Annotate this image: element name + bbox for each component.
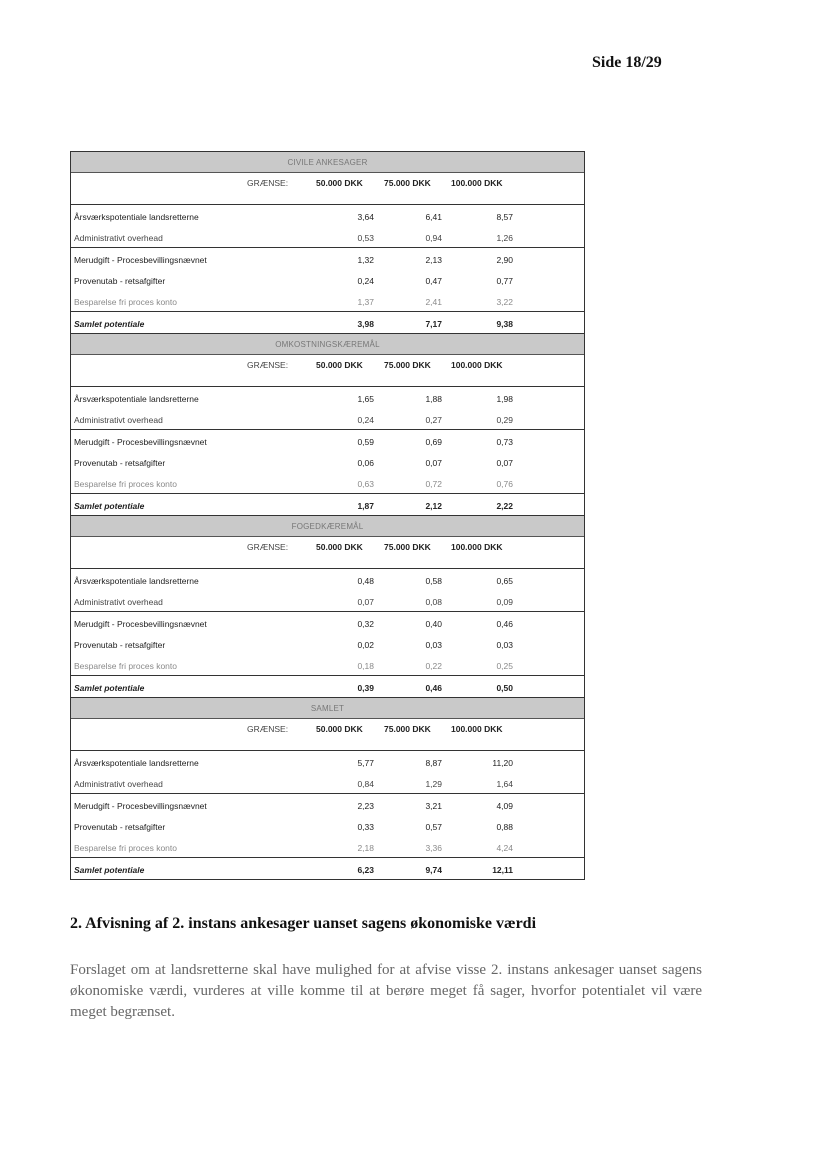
row-label: Besparelse fri proces konto: [74, 661, 177, 671]
cell-value: 6,41: [425, 212, 442, 222]
row-label: Provenutab - retsafgifter: [74, 640, 166, 650]
grense-header-row: [71, 355, 584, 387]
cell-value: 12,11: [492, 865, 513, 875]
row-label: Årsværkspotentiale landsretterne: [74, 394, 199, 404]
table-row: [71, 290, 584, 311]
cell-value: 0,08: [425, 597, 442, 607]
cell-value: 1,98: [496, 394, 513, 404]
table-row: [71, 793, 584, 815]
table-row: [71, 815, 584, 836]
cell-value: 0,40: [425, 619, 442, 629]
cell-value: 2,13: [425, 255, 442, 265]
row-label: Samlet potentiale: [74, 319, 145, 329]
cell-value: 5,77: [357, 758, 374, 768]
cell-value: 1,65: [357, 394, 374, 404]
cell-value: 0,58: [425, 576, 442, 586]
row-label: Samlet potentiale: [74, 683, 145, 693]
column-header: 100.000 DKK: [451, 178, 503, 188]
cell-value: 0,46: [425, 683, 442, 693]
total-row: [71, 857, 584, 879]
grense-header-row: [71, 719, 584, 751]
row-label: Provenutab - retsafgifter: [74, 822, 166, 832]
cell-value: 0,32: [357, 619, 374, 629]
row-label: Administrativt overhead: [74, 415, 163, 425]
row-label: Samlet potentiale: [74, 501, 145, 511]
section-title: OMKOSTNINGSKÆREMÅL: [71, 334, 584, 355]
cell-value: 4,24: [496, 843, 513, 853]
row-label: Besparelse fri proces konto: [74, 297, 177, 307]
cell-value: 8,87: [425, 758, 442, 768]
total-row: [71, 493, 584, 515]
table-row: [71, 205, 584, 226]
cell-value: 0,47: [425, 276, 442, 286]
row-label: Administrativt overhead: [74, 233, 163, 243]
cell-value: 1,37: [357, 297, 374, 307]
table-row: [71, 472, 584, 493]
cell-value: 7,17: [425, 319, 442, 329]
cell-value: 0,24: [357, 276, 374, 286]
row-label: Besparelse fri proces konto: [74, 479, 177, 489]
table-section: [70, 151, 585, 334]
cell-value: 9,38: [496, 319, 513, 329]
cell-value: 0,22: [425, 661, 442, 671]
column-header: 50.000 DKK: [316, 724, 363, 734]
column-header: 50.000 DKK: [316, 178, 363, 188]
table-section: [70, 516, 585, 698]
column-header: 100.000 DKK: [451, 724, 503, 734]
total-row: [71, 311, 584, 333]
cell-value: 0,24: [357, 415, 374, 425]
table-row: [71, 590, 584, 611]
cell-value: 0,33: [357, 822, 374, 832]
cell-value: 0,73: [496, 437, 513, 447]
row-label: Administrativt overhead: [74, 597, 163, 607]
cell-value: 0,53: [357, 233, 374, 243]
grense-header-row: [71, 537, 584, 569]
cell-value: 0,09: [496, 597, 513, 607]
body-paragraph: Forslaget om at landsretterne skal have mulighed for at afvise visse 2. instans ankesager uanset sagens økonomiske værdi, vurderes at ville komme til at berøre meget få sager, hvorfor potentialet vil være meget begrænset.: [70, 962, 702, 1020]
cell-value: 0,72: [425, 479, 442, 489]
cell-value: 0,02: [357, 640, 374, 650]
cell-value: 2,41: [425, 297, 442, 307]
column-header: 75.000 DKK: [384, 542, 431, 552]
column-header: 100.000 DKK: [451, 360, 503, 370]
cell-value: 1,29: [425, 779, 442, 789]
row-label: Merudgift - Procesbevillingsnævnet: [74, 255, 207, 265]
row-label: Samlet potentiale: [74, 865, 145, 875]
cell-value: 8,57: [496, 212, 513, 222]
column-header: 100.000 DKK: [451, 542, 503, 552]
table-row: [71, 269, 584, 290]
total-row: [71, 675, 584, 697]
table-row: [71, 772, 584, 793]
cell-value: 0,65: [496, 576, 513, 586]
cell-value: 0,18: [357, 661, 374, 671]
cell-value: 2,12: [425, 501, 442, 511]
cell-value: 0,29: [496, 415, 513, 425]
cell-value: 1,32: [357, 255, 374, 265]
row-label: Årsværkspotentiale landsretterne: [74, 212, 199, 222]
section-heading: 2. Afvisning af 2. instans ankesager uanset sagens økonomiske værdi: [70, 915, 537, 932]
table-row: [71, 429, 584, 451]
cell-value: 3,98: [357, 319, 374, 329]
row-label: Årsværkspotentiale landsretterne: [74, 758, 199, 768]
cell-value: 0,06: [357, 458, 374, 468]
cell-value: 0,07: [357, 597, 374, 607]
cell-value: 0,59: [357, 437, 374, 447]
page-number: Side 18/29: [592, 54, 662, 71]
row-label: Årsværkspotentiale landsretterne: [74, 576, 199, 586]
cell-value: 0,03: [425, 640, 442, 650]
column-header: 50.000 DKK: [316, 360, 363, 370]
table-row: [71, 569, 584, 590]
cell-value: 1,87: [357, 501, 374, 511]
cell-value: 0,46: [496, 619, 513, 629]
row-label: Merudgift - Procesbevillingsnævnet: [74, 437, 207, 447]
table-row: [71, 387, 584, 408]
row-label: Merudgift - Procesbevillingsnævnet: [74, 619, 207, 629]
section-title: CIVILE ANKESAGER: [71, 152, 584, 173]
cell-value: 9,74: [425, 865, 442, 875]
table-section: [70, 334, 585, 516]
cell-value: 11,20: [492, 758, 513, 768]
cell-value: 3,22: [496, 297, 513, 307]
table-row: [71, 654, 584, 675]
cell-value: 0,03: [496, 640, 513, 650]
row-label: Provenutab - retsafgifter: [74, 276, 166, 286]
cell-value: 2,22: [496, 501, 513, 511]
cell-value: 4,09: [496, 801, 513, 811]
table-row: [71, 751, 584, 772]
column-header: 75.000 DKK: [384, 178, 431, 188]
cell-value: 0,07: [425, 458, 442, 468]
cell-value: 3,36: [425, 843, 442, 853]
grense-label: GRÆNSE:: [247, 724, 289, 734]
cell-value: 1,26: [496, 233, 513, 243]
grense-label: GRÆNSE:: [247, 178, 289, 188]
cell-value: 2,18: [357, 843, 374, 853]
cell-value: 0,77: [496, 276, 513, 286]
section-title: FOGEDKÆREMÅL: [71, 516, 584, 537]
cell-value: 0,88: [496, 822, 513, 832]
cell-value: 0,63: [357, 479, 374, 489]
table-row: [71, 451, 584, 472]
cell-value: 0,84: [357, 779, 374, 789]
cell-value: 0,25: [496, 661, 513, 671]
cell-value: 1,88: [425, 394, 442, 404]
table-section: [70, 698, 585, 880]
table-row: [71, 408, 584, 429]
cell-value: 0,57: [425, 822, 442, 832]
cell-value: 2,23: [357, 801, 374, 811]
cell-value: 6,23: [357, 865, 374, 875]
column-header: 75.000 DKK: [384, 724, 431, 734]
row-label: Administrativt overhead: [74, 779, 163, 789]
cell-value: 3,21: [425, 801, 442, 811]
column-header: 50.000 DKK: [316, 542, 363, 552]
grense-header-row: [71, 173, 584, 205]
grense-label: GRÆNSE:: [247, 360, 289, 370]
grense-label: GRÆNSE:: [247, 542, 289, 552]
cell-value: 0,50: [496, 683, 513, 693]
row-label: Merudgift - Procesbevillingsnævnet: [74, 801, 207, 811]
cell-value: 0,27: [425, 415, 442, 425]
cell-value: 0,69: [425, 437, 442, 447]
table-row: [71, 226, 584, 247]
table-row: [71, 247, 584, 269]
row-label: Provenutab - retsafgifter: [74, 458, 166, 468]
column-header: 75.000 DKK: [384, 360, 431, 370]
table-row: [71, 836, 584, 857]
cell-value: 2,90: [496, 255, 513, 265]
table-row: [71, 611, 584, 633]
cell-value: 0,94: [425, 233, 442, 243]
cell-value: 3,64: [357, 212, 374, 222]
cell-value: 0,07: [496, 458, 513, 468]
row-label: Besparelse fri proces konto: [74, 843, 177, 853]
cell-value: 0,39: [357, 683, 374, 693]
potential-table: [70, 151, 585, 880]
cell-value: 0,76: [496, 479, 513, 489]
cell-value: 1,64: [496, 779, 513, 789]
section-title: SAMLET: [71, 698, 584, 719]
cell-value: 0,48: [357, 576, 374, 586]
table-row: [71, 633, 584, 654]
